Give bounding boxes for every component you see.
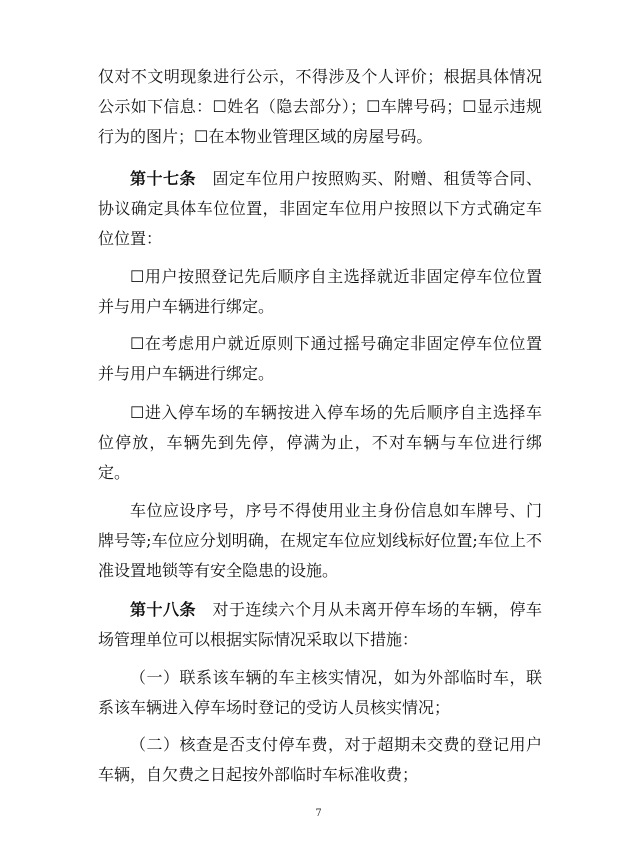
paragraph-text: ☐进入停车场的车辆按进入停车场的先后顺序自主选择车位停放，车辆先到先停，停满为止，不对车辆与车位进行绑定。 [98,403,542,482]
paragraph-text: （二）核查是否支付停车费，对于超期未交费的登记用户车辆，自欠费之日起按外部临时车标准收费； [98,735,542,784]
article-18-heading: 第十八条 [130,600,196,619]
paragraph-text: 固定车位用户按照购买、附赠、租赁等合同、协议确定具体车位位置，非固定车位用户按照以下方式确定车位位置： [98,169,542,248]
article-18-paragraph [98,595,542,655]
option-lottery [98,329,542,389]
option-first-come [98,398,542,488]
paragraph-text: 车位应设序号，序号不得使用业主身份信息如车牌号、门牌号等;车位应分划明确，在规定车位应划线标好位置;车位上不准设置地锁等有安全隐患的设施。 [98,501,542,580]
option-register-order [98,262,542,322]
measure-one [98,663,542,723]
paragraph-text: ☐用户按照登记先后顺序自主选择就近非固定停车位位置并与用户车辆进行绑定。 [98,267,542,316]
paragraph-text: 对于连续六个月从未离开停车场的车辆，停车场管理单位可以根据实际情况采取以下措施： [98,600,542,649]
article-17-paragraph [98,164,542,254]
paragraph-text: 仅对不文明现象进行公示，不得涉及个人评价；根据具体情况公示如下信息：☐姓名（隐去部分）；☐车牌号码；☐显示违规行为的图片；☐在本物业管理区域的房屋号码。 [98,67,542,146]
paragraph-text: （一）联系该车辆的车主核实情况，如为外部临时车，联系该车辆进入停车场时登记的受访人员核实情况； [98,668,542,717]
paragraph-publicity-info [98,62,542,152]
paragraph-space-numbering [98,496,542,586]
measure-two [98,730,542,790]
paragraph-text: ☐在考虑用户就近原则下通过摇号确定非固定停车位位置并与用户车辆进行绑定。 [98,334,542,383]
article-17-heading: 第十七条 [130,169,196,188]
page-number: 7 [315,808,322,819]
